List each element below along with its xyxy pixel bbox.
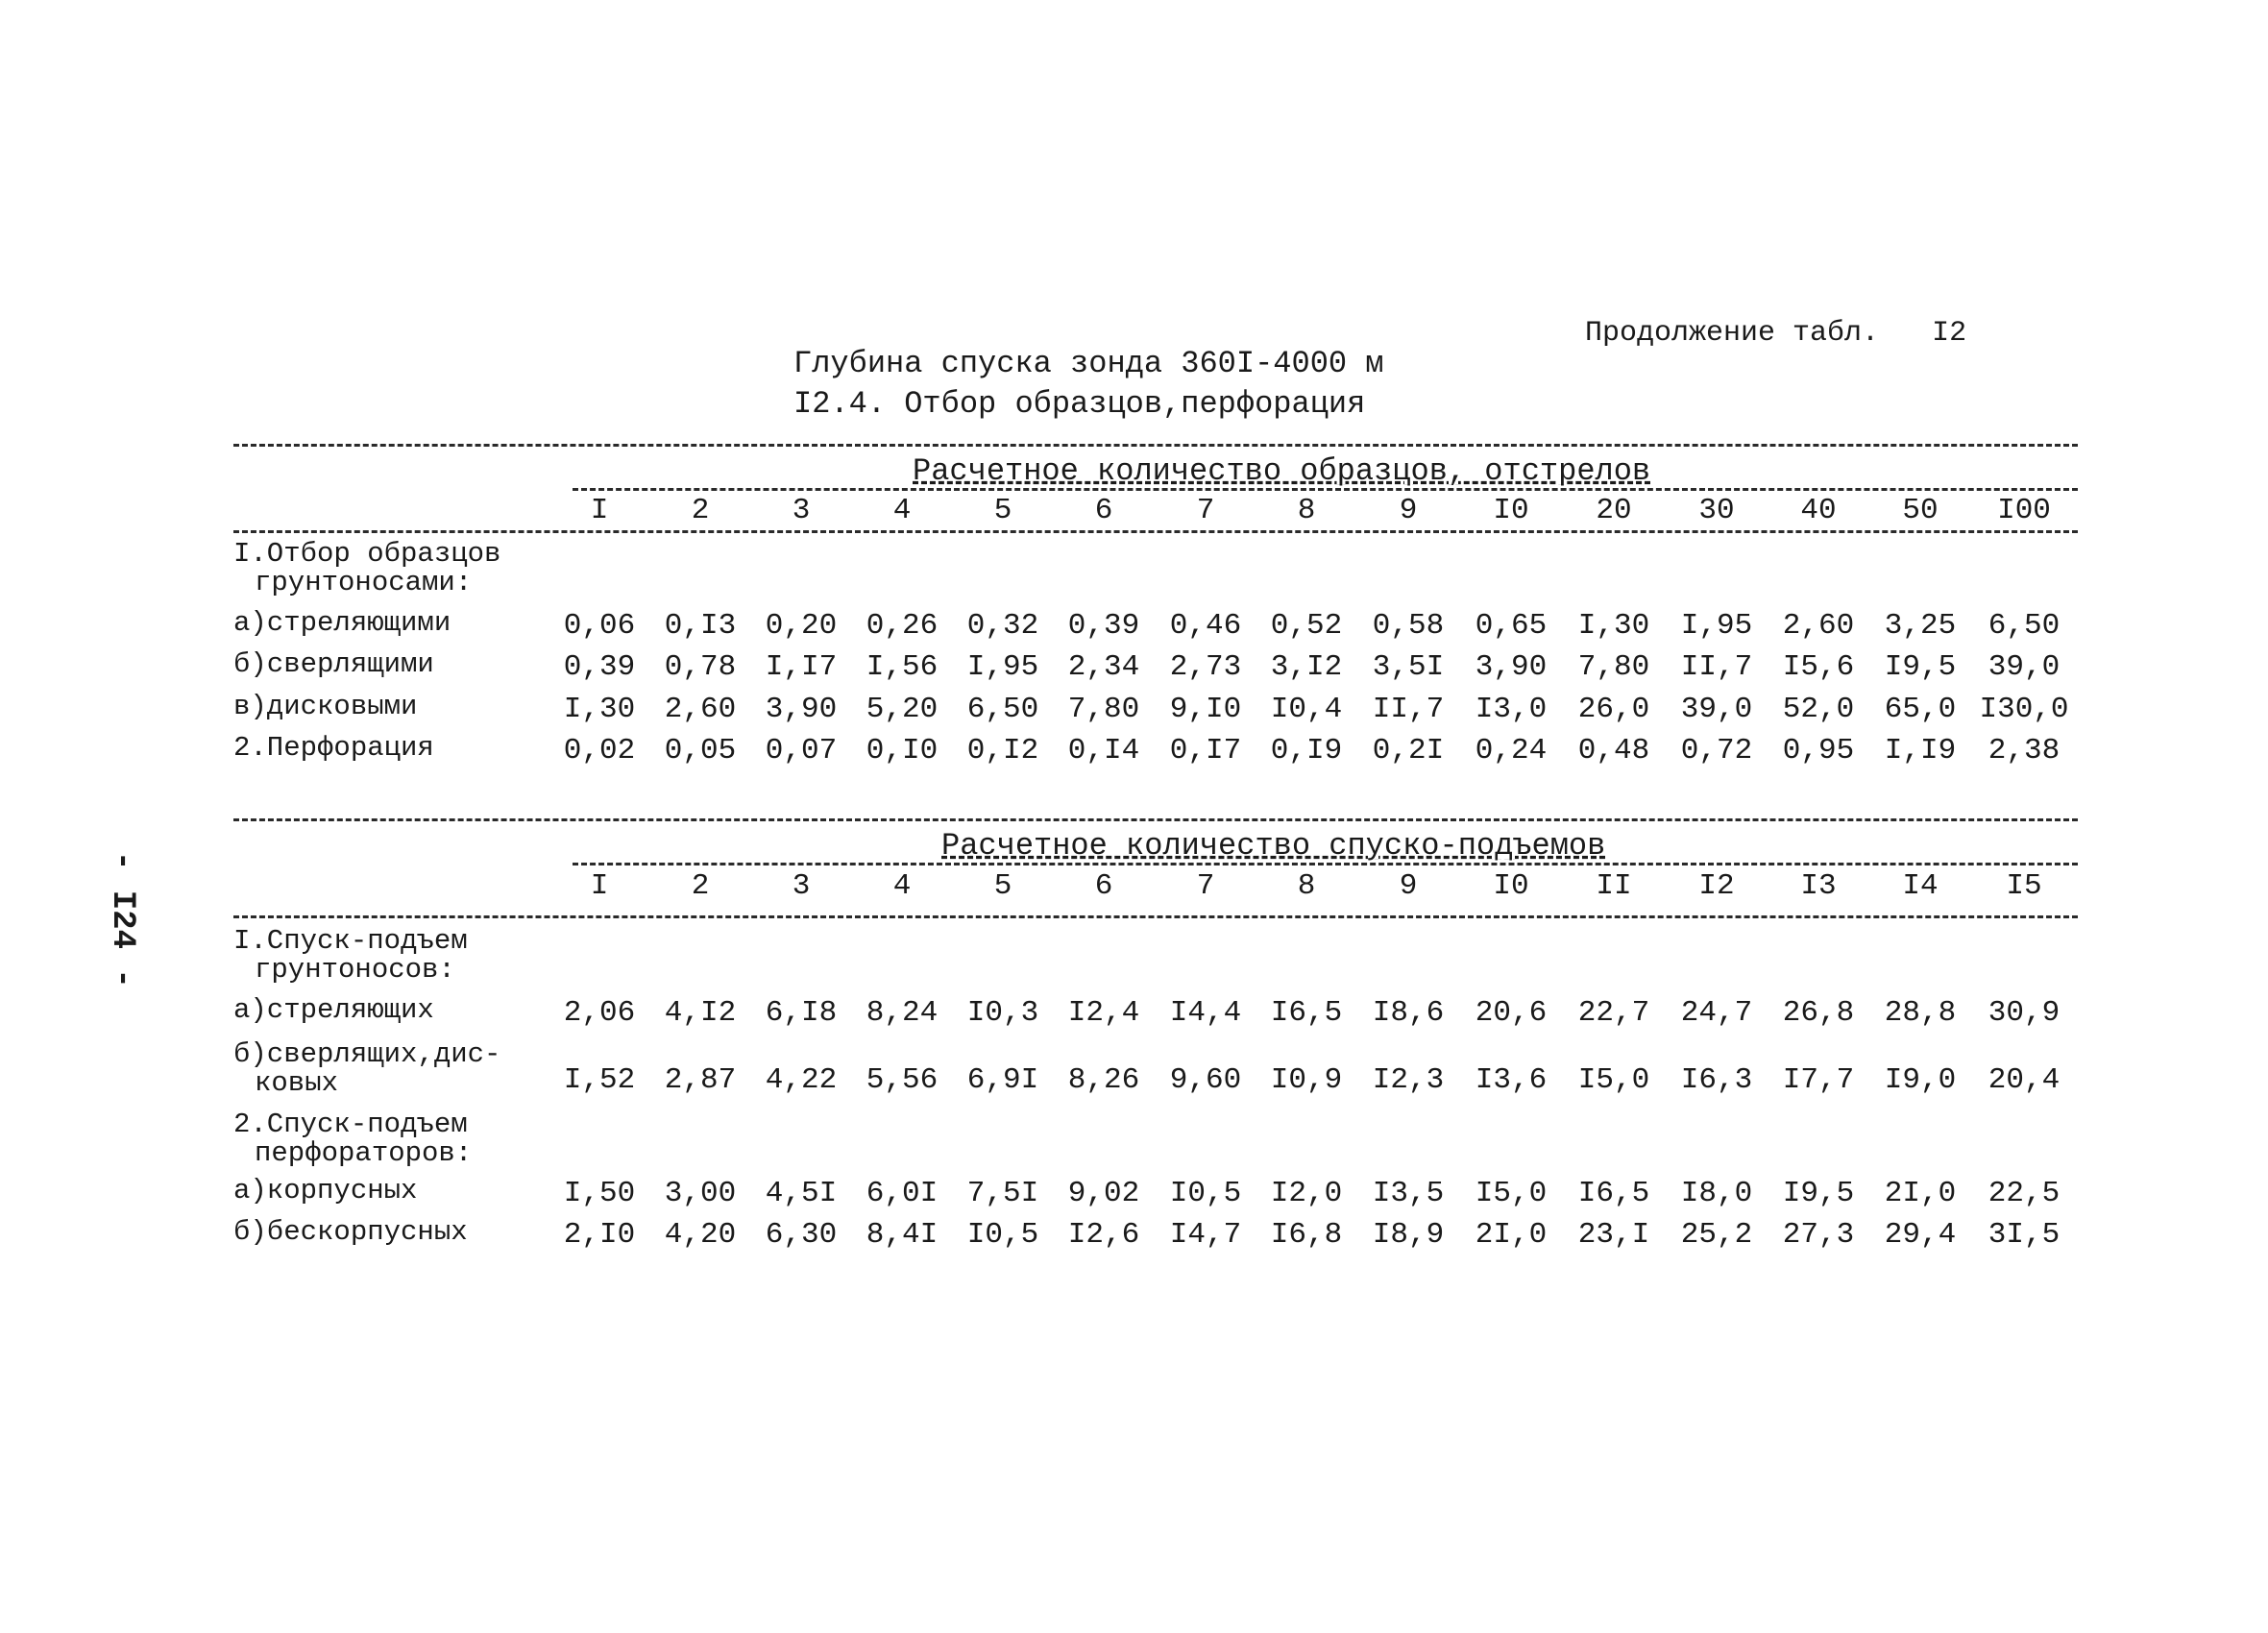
table-cell: II,7 — [1680, 650, 1753, 684]
column-header: I5 — [2006, 869, 2042, 903]
table-cell: 39,0 — [1988, 650, 2061, 684]
row-label-line: 2.Перфорация — [233, 732, 434, 764]
table-cell: I2,6 — [1067, 1218, 1140, 1252]
table-cell: 0,48 — [1577, 734, 1650, 768]
column-header: 3 — [792, 494, 811, 527]
column-header: 2 — [691, 494, 710, 527]
table2-top-rule — [233, 818, 2078, 821]
table-cell: 6,9I — [966, 1063, 1039, 1097]
table-cell: I9,5 — [1884, 650, 1957, 684]
table-cell: 0,52 — [1270, 609, 1343, 643]
table-cell: 8,26 — [1067, 1063, 1140, 1097]
table-cell: I9,0 — [1884, 1063, 1957, 1097]
column-header: 3 — [792, 869, 811, 903]
table-cell: 0,I4 — [1067, 734, 1140, 768]
table-number: I2 — [1932, 317, 1967, 350]
table-cell: I3,5 — [1372, 1177, 1445, 1210]
row-label-line: а)стреляющих — [233, 994, 434, 1026]
table-cell: 0,06 — [563, 609, 636, 643]
column-header: I0 — [1493, 869, 1529, 903]
column-header: 2 — [691, 869, 710, 903]
table-cell: 3I,5 — [1988, 1218, 2061, 1252]
table-cell: I0,5 — [1169, 1177, 1242, 1210]
column-header: 8 — [1297, 494, 1316, 527]
table-cell: I2,0 — [1270, 1177, 1343, 1210]
table-cell: I5,0 — [1577, 1063, 1650, 1097]
column-header: 5 — [993, 869, 1012, 903]
table-cell: I,50 — [563, 1177, 636, 1210]
table-cell: 8,4I — [866, 1218, 939, 1252]
table-cell: 6,50 — [966, 693, 1039, 726]
column-header: 9 — [1399, 869, 1418, 903]
table-cell: I7,7 — [1782, 1063, 1855, 1097]
column-header: 50 — [1902, 494, 1939, 527]
table-cell: I9,5 — [1782, 1177, 1855, 1210]
table-cell: 2,34 — [1067, 650, 1140, 684]
row-label-line: I.Отбор образцов — [233, 538, 501, 570]
table-cell: I30,0 — [1979, 693, 2069, 726]
row-label-line: грунтоносами: — [255, 567, 473, 598]
column-header: 6 — [1094, 494, 1113, 527]
table-cell: 3,00 — [664, 1177, 737, 1210]
table-cell: 0,05 — [664, 734, 737, 768]
table-cell: I,52 — [563, 1063, 636, 1097]
column-header: 40 — [1800, 494, 1837, 527]
column-header: I — [590, 494, 609, 527]
table-cell: I,30 — [563, 693, 636, 726]
table-cell: I,30 — [1577, 609, 1650, 643]
table-cell: 2,60 — [1782, 609, 1855, 643]
table-cell: I,56 — [866, 650, 939, 684]
column-header: I4 — [1902, 869, 1939, 903]
table-cell: 6,I8 — [765, 996, 838, 1030]
table-cell: 29,4 — [1884, 1218, 1957, 1252]
row-label-line: I.Спуск-подъем — [233, 925, 468, 957]
table-cell: 0,58 — [1372, 609, 1445, 643]
row-label-line: ковых — [255, 1067, 339, 1099]
continuation-header — [1585, 317, 1966, 350]
row-label-line: перфораторов: — [255, 1137, 473, 1169]
column-header: 7 — [1196, 494, 1215, 527]
table-cell: 28,8 — [1884, 996, 1957, 1030]
table-cell: 3,5I — [1372, 650, 1445, 684]
column-header: I2 — [1698, 869, 1735, 903]
row-label — [233, 693, 417, 721]
table-cell: 2,I0 — [563, 1218, 636, 1252]
table-cell: 9,I0 — [1169, 693, 1242, 726]
column-header: 8 — [1297, 869, 1316, 903]
row-label — [233, 609, 451, 638]
table-cell: 7,80 — [1067, 693, 1140, 726]
table-cell: 3,I2 — [1270, 650, 1343, 684]
table-cell: 5,56 — [866, 1063, 939, 1097]
table-cell: 6,50 — [1988, 609, 2061, 643]
table-cell: 0,I2 — [966, 734, 1039, 768]
row-label — [233, 540, 500, 597]
page-number: - I24 - — [104, 851, 140, 988]
table-cell: 3,90 — [765, 693, 838, 726]
row-label — [233, 927, 468, 985]
table-cell: I0,5 — [966, 1218, 1039, 1252]
table1-span-header: Расчетное количество образцов, отстрелов — [913, 453, 1651, 489]
table-cell: 9,60 — [1169, 1063, 1242, 1097]
table-cell: 4,5I — [765, 1177, 838, 1210]
table-cell: 65,0 — [1884, 693, 1957, 726]
table-cell: 2,38 — [1988, 734, 2061, 768]
row-label — [233, 1218, 468, 1247]
column-header: 5 — [993, 494, 1012, 527]
row-label-line: а)корпусных — [233, 1175, 418, 1206]
table-cell: I0,3 — [966, 996, 1039, 1030]
table-cell: 27,3 — [1782, 1218, 1855, 1252]
table-cell: 9,02 — [1067, 1177, 1140, 1210]
table-cell: I,I9 — [1884, 734, 1957, 768]
table-cell: 20,6 — [1475, 996, 1548, 1030]
table-cell: I2,4 — [1067, 996, 1140, 1030]
table-cell: 6,30 — [765, 1218, 838, 1252]
row-label — [233, 734, 434, 763]
table-cell: 24,7 — [1680, 996, 1753, 1030]
table-cell: 2I,0 — [1884, 1177, 1957, 1210]
column-header: I00 — [1997, 494, 2051, 527]
row-label-line: 2.Спуск-подъем — [233, 1109, 468, 1140]
table-cell: I5,0 — [1475, 1177, 1548, 1210]
table-cell: I3,0 — [1475, 693, 1548, 726]
table-cell: I5,6 — [1782, 650, 1855, 684]
table-cell: 0,20 — [765, 609, 838, 643]
table-cell: 23,I — [1577, 1218, 1650, 1252]
table-cell: 2,73 — [1169, 650, 1242, 684]
table-cell: 0,39 — [563, 650, 636, 684]
row-label — [233, 1040, 500, 1098]
table-cell: II,7 — [1372, 693, 1445, 726]
table-cell: 0,32 — [966, 609, 1039, 643]
table-cell: 7,5I — [966, 1177, 1039, 1210]
table-cell: 0,I3 — [664, 609, 737, 643]
row-label-line: б)сверлящих,дис- — [233, 1038, 501, 1070]
column-header: II — [1596, 869, 1632, 903]
table-cell: 2I,0 — [1475, 1218, 1548, 1252]
table-cell: 39,0 — [1680, 693, 1753, 726]
column-header: I3 — [1800, 869, 1837, 903]
table-cell: 2,60 — [664, 693, 737, 726]
table-cell: I,95 — [1680, 609, 1753, 643]
table-cell: I6,5 — [1270, 996, 1343, 1030]
table-cell: 52,0 — [1782, 693, 1855, 726]
column-header: 9 — [1399, 494, 1418, 527]
row-label-line: в)дисковыми — [233, 691, 418, 722]
column-header: I0 — [1493, 494, 1529, 527]
table-cell: 4,20 — [664, 1218, 737, 1252]
row-label — [233, 996, 434, 1025]
table-cell: I6,8 — [1270, 1218, 1343, 1252]
table1-header-rule — [233, 530, 2078, 533]
depth-title: Глубина спуска зонда 360I-4000 м — [793, 346, 1384, 381]
table-cell: I6,3 — [1680, 1063, 1753, 1097]
table-cell: 22,7 — [1577, 996, 1650, 1030]
continuation-label: Продолжение табл. — [1585, 317, 1880, 350]
table-cell: I8,0 — [1680, 1177, 1753, 1210]
table-cell: 0,72 — [1680, 734, 1753, 768]
table-cell: 0,26 — [866, 609, 939, 643]
table-cell: 0,02 — [563, 734, 636, 768]
table-cell: 0,46 — [1169, 609, 1242, 643]
column-header: 4 — [892, 494, 912, 527]
table-cell: I4,4 — [1169, 996, 1242, 1030]
table-cell: 3,90 — [1475, 650, 1548, 684]
table-cell: 0,I7 — [1169, 734, 1242, 768]
section-title: I2.4. Отбор образцов,перфорация — [793, 386, 1366, 422]
row-label-line: б)бескорпусных — [233, 1216, 468, 1248]
table-cell: I0,4 — [1270, 693, 1343, 726]
table2-span-header: Расчетное количество спуско-подъемов — [941, 828, 1606, 864]
table-cell: I,I7 — [765, 650, 838, 684]
table-cell: I4,7 — [1169, 1218, 1242, 1252]
table-cell: 26,8 — [1782, 996, 1855, 1030]
table1-top-rule — [233, 444, 2078, 447]
table-cell: 20,4 — [1988, 1063, 2061, 1097]
table-cell: I8,6 — [1372, 996, 1445, 1030]
column-header: 20 — [1596, 494, 1632, 527]
table-cell: 4,I2 — [664, 996, 737, 1030]
table-cell: 2,87 — [664, 1063, 737, 1097]
table-cell: 5,20 — [866, 693, 939, 726]
table-cell: I2,3 — [1372, 1063, 1445, 1097]
table-cell: 0,I0 — [866, 734, 939, 768]
table-cell: 0,07 — [765, 734, 838, 768]
table-cell: 0,2I — [1372, 734, 1445, 768]
table-cell: I,95 — [966, 650, 1039, 684]
row-label — [233, 1177, 417, 1206]
row-label — [233, 1110, 472, 1168]
table-cell: 8,24 — [866, 996, 939, 1030]
table-cell: 2,06 — [563, 996, 636, 1030]
table2-header-rule — [233, 915, 2078, 918]
row-label-line: б)сверлящими — [233, 648, 434, 680]
table-cell: 6,0I — [866, 1177, 939, 1210]
table-cell: 25,2 — [1680, 1218, 1753, 1252]
table-cell: 30,9 — [1988, 996, 2061, 1030]
table-cell: 0,24 — [1475, 734, 1548, 768]
row-label-line: грунтоносов: — [255, 954, 455, 986]
column-header: 4 — [892, 869, 912, 903]
column-header: 6 — [1094, 869, 1113, 903]
column-header: 7 — [1196, 869, 1215, 903]
table-cell: I8,9 — [1372, 1218, 1445, 1252]
table-cell: I6,5 — [1577, 1177, 1650, 1210]
column-header: I — [590, 869, 609, 903]
row-label — [233, 650, 434, 679]
table-cell: 0,39 — [1067, 609, 1140, 643]
table-cell: 4,22 — [765, 1063, 838, 1097]
table-cell: 0,I9 — [1270, 734, 1343, 768]
table-cell: I3,6 — [1475, 1063, 1548, 1097]
column-header: 30 — [1698, 494, 1735, 527]
row-label-line: а)стреляющими — [233, 607, 451, 639]
table-cell: 0,65 — [1475, 609, 1548, 643]
table-cell: 22,5 — [1988, 1177, 2061, 1210]
table-cell: 0,78 — [664, 650, 737, 684]
table-cell: 3,25 — [1884, 609, 1957, 643]
table-cell: 0,95 — [1782, 734, 1855, 768]
table-cell: 7,80 — [1577, 650, 1650, 684]
table-cell: 26,0 — [1577, 693, 1650, 726]
table-cell: I0,9 — [1270, 1063, 1343, 1097]
